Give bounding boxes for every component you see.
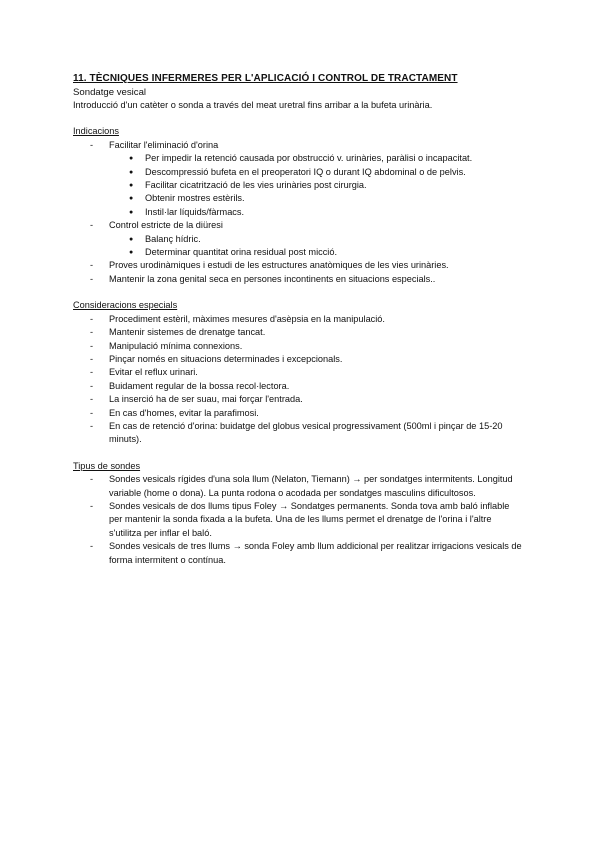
page-title: 11. TÈCNIQUES INFERMERES PER L'APLICACIÓ I CONTROL DE TRACTAMENT (73, 73, 458, 84)
sub-list-item (73, 152, 525, 165)
bullet-icon: ● (129, 168, 134, 176)
sub-list-item-text: Descompressió bufeta en el preoperatori IQ o durant IQ abdominal o de pelvis. (145, 166, 466, 177)
sub-list (109, 152, 525, 219)
section-heading-consideracions: Consideracions especials (73, 300, 178, 311)
sub-list-item (73, 246, 525, 259)
list-item (73, 393, 525, 406)
bullet-icon: ● (129, 249, 134, 257)
bullet-icon: ● (129, 195, 134, 203)
section-heading-indicacions: Indicacions (73, 126, 119, 137)
tipus-list (73, 473, 525, 567)
list-item (73, 273, 525, 286)
list-item (73, 259, 525, 272)
list-item-text: Pinçar només en situacions determinades i excepcionals. (109, 353, 343, 364)
bullet-icon: ● (129, 182, 134, 190)
list-item (73, 340, 525, 353)
list-item-text: Sondes vesicals de dos llums tipus Foley → Sondatges permanents. Sonda tova amb baló inflable per mantenir la sonda fixada a la bufeta. Una de les llums permet el drenatge de l'orina i l'altre s'utilitza per inflar el baló. (109, 500, 510, 538)
dash-marker: - (90, 220, 94, 231)
list-item (73, 366, 525, 379)
list-item (73, 353, 525, 366)
list-item-text: Mantenir sistemes de drenatge tancat. (109, 327, 266, 338)
list-item (73, 313, 525, 326)
consideracions-list (73, 313, 525, 447)
dash-marker: - (90, 500, 94, 511)
list-item-text: Control estricte de la diüresi (109, 220, 223, 231)
bullet-icon: ● (129, 155, 134, 163)
sub-list-item-text: Obtenir mostres estèrils. (145, 193, 245, 204)
list-item-text: En cas d'homes, evitar la parafimosi. (109, 407, 259, 418)
subtitle: Sondatge vesical (73, 87, 147, 98)
list-item-text: Facilitar l'eliminació d'orina (109, 139, 219, 150)
dash-marker: - (90, 420, 94, 431)
sub-list-item-text: Balanç hídric. (145, 233, 201, 244)
list-item-text: Buidament regular de la bossa recol·lectora. (109, 380, 290, 391)
list-item-text: Sondes vesicals rígides d'una sola llum (Nelaton, Tiemann) → per sondatges intermitents. Longitud variable (home o dona). La punta rodona o acodada per sondatges masculins dificultosos. (109, 474, 513, 498)
dash-marker: - (90, 474, 94, 485)
indicacions-list (73, 139, 525, 286)
dash-marker: - (90, 380, 94, 391)
list-item-text: Evitar el reflux urinari. (109, 367, 198, 378)
list-item (73, 219, 525, 259)
document-page (73, 72, 525, 567)
bullet-icon: ● (129, 208, 134, 216)
list-item (73, 473, 525, 500)
sub-list-item-text: Instil·lar líquids/fàrmacs. (145, 206, 245, 217)
list-item-text: Sondes vesicals de tres llums → sonda Foley amb llum addicional per realitzar irrigacions vesicals de forma intermitent o contínua. (109, 541, 522, 565)
sub-list-item (73, 206, 525, 219)
list-item-text: Manipulació mínima connexions. (109, 340, 243, 351)
list-item-text: Mantenir la zona genital seca en persones incontinents en situacions especials.. (109, 273, 436, 284)
bullet-icon: ● (129, 235, 134, 243)
dash-marker: - (90, 273, 94, 284)
list-item (73, 326, 525, 339)
dash-marker: - (90, 340, 94, 351)
list-item-text: Proves urodinàmiques i estudi de les estructures anatòmiques de les vies urinàries. (109, 260, 449, 271)
list-item (73, 420, 525, 447)
list-item-text: La inserció ha de ser suau, mai forçar l'entrada. (109, 394, 303, 405)
dash-marker: - (90, 541, 94, 552)
list-item (73, 380, 525, 393)
list-item-text: Procediment estèril, màximes mesures d'asèpsia en la manipulació. (109, 313, 385, 324)
dash-marker: - (90, 327, 94, 338)
dash-marker: - (90, 313, 94, 324)
sub-list-item (73, 166, 525, 179)
sub-list-item (73, 179, 525, 192)
list-item (73, 540, 525, 567)
dash-marker: - (90, 139, 94, 150)
sub-list-item (73, 233, 525, 246)
list-item (73, 407, 525, 420)
section-heading-tipus: Tipus de sondes (73, 460, 141, 471)
sub-list-item-text: Per impedir la retenció causada por obstrucció v. urinàries, paràlisi o incapacitat. (145, 153, 473, 164)
sub-list (109, 233, 525, 260)
sub-list-item-text: Facilitar cicatrització de les vies urinàries post cirurgia. (145, 180, 367, 191)
list-item (73, 500, 525, 540)
sub-list-item-text: Determinar quantitat orina residual post micció. (145, 247, 338, 258)
dash-marker: - (90, 394, 94, 405)
list-item-text: En cas de retenció d'orina: buidatge del globus vesical progressivament (500ml i pinçar de 15-20 minuts). (109, 420, 503, 445)
dash-marker: - (90, 260, 94, 271)
dash-marker: - (90, 367, 94, 378)
list-item (73, 139, 525, 219)
intro-paragraph: Introducció d'un catèter o sonda a través del meat uretral fins arribar a la bufeta urinària. (73, 100, 433, 110)
dash-marker: - (90, 407, 94, 418)
sub-list-item (73, 192, 525, 205)
dash-marker: - (90, 353, 94, 364)
